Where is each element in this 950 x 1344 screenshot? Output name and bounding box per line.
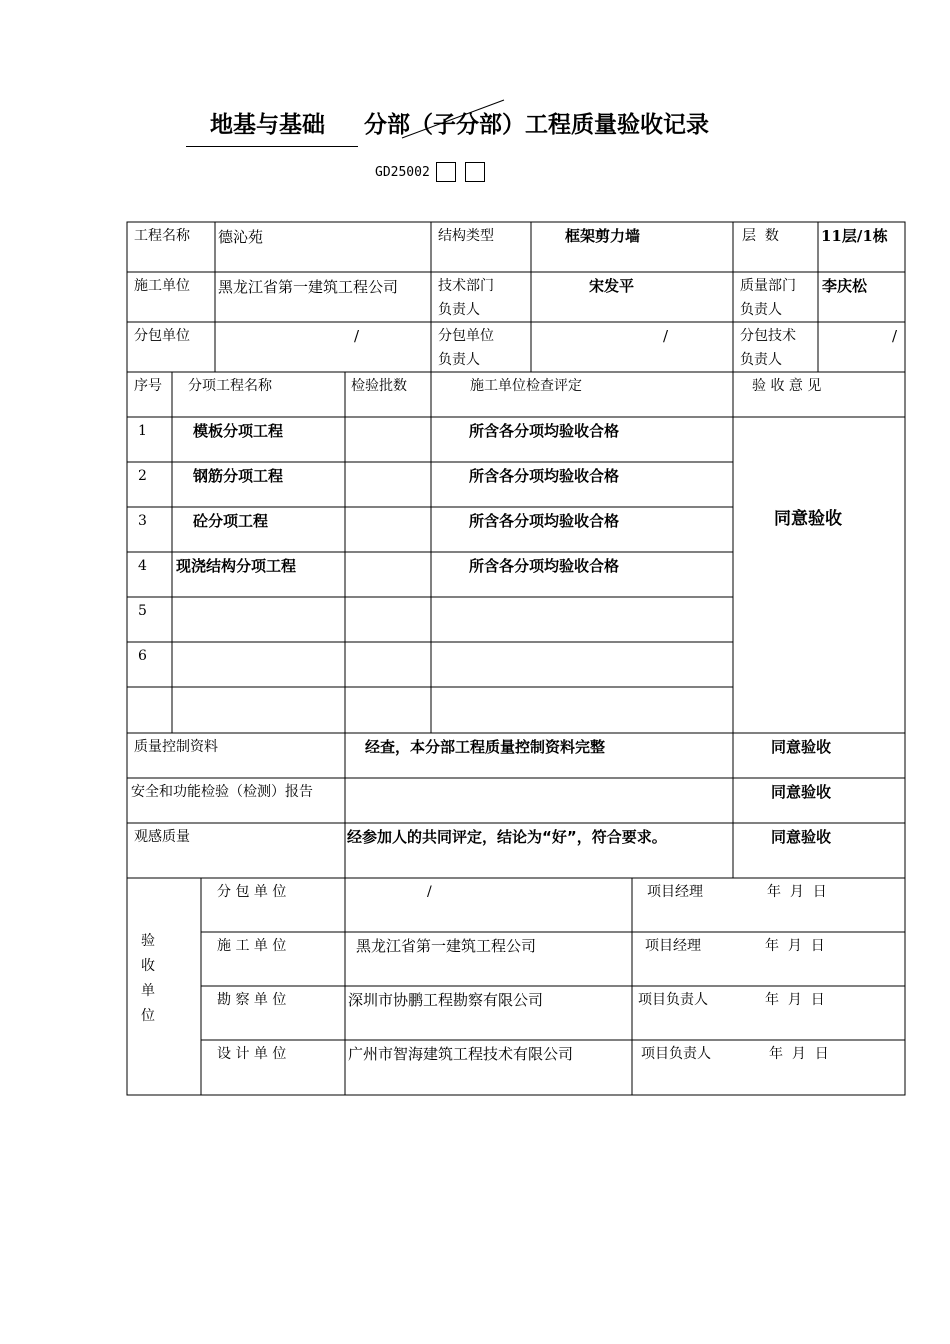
acceptance-unit-label: 施 工 单 位 bbox=[217, 938, 287, 954]
item-no: 6 bbox=[138, 648, 147, 664]
item-evaluation: 所含各分项均验收合格 bbox=[469, 422, 620, 440]
acceptance-date: 年 月 日 bbox=[765, 938, 825, 954]
appearance-opinion: 同意验收 bbox=[771, 828, 832, 846]
project-name-value: 德沁苑 bbox=[218, 228, 264, 246]
sub-head-value: / bbox=[663, 327, 669, 345]
sub-tech-label-2: 负责人 bbox=[740, 352, 782, 368]
structure-type-value: 框架剪力墙 bbox=[565, 227, 641, 245]
acceptance-unit-value: 黑龙江省第一建筑工程公司 bbox=[356, 937, 537, 955]
acceptance-unit-label: 勘 察 单 位 bbox=[217, 992, 287, 1008]
tech-head-label-1: 技术部门 bbox=[438, 278, 494, 294]
col-name-header: 分项工程名称 bbox=[188, 378, 272, 394]
item-no: 1 bbox=[138, 423, 147, 439]
safety-label: 安全和功能检验（检测）报告 bbox=[131, 784, 313, 800]
sub-tech-value: / bbox=[892, 327, 898, 345]
title-subject: 地基与基础 bbox=[210, 112, 325, 138]
sub-unit-value: / bbox=[354, 327, 360, 345]
title-main: 分部（子分部）工程质量验收记录 bbox=[364, 112, 709, 138]
acceptance-date: 年 月 日 bbox=[769, 1046, 829, 1062]
item-no: 4 bbox=[138, 558, 147, 574]
quality-control-opinion: 同意验收 bbox=[771, 738, 832, 756]
quality-head-label-2: 负责人 bbox=[740, 302, 782, 318]
quality-control-evaluation: 经查，本分部工程质量控制资料完整 bbox=[365, 738, 606, 756]
safety-opinion: 同意验收 bbox=[771, 783, 832, 801]
form-code: GD25002 bbox=[375, 165, 430, 180]
item-name: 钢筋分项工程 bbox=[193, 467, 284, 485]
floors-value: 11层/1栋 bbox=[821, 227, 888, 245]
tech-head-label-2: 负责人 bbox=[438, 302, 480, 318]
floors-label: 层 数 bbox=[742, 228, 779, 244]
acceptance-role: 项目经理 bbox=[647, 884, 703, 900]
acceptance-unit-label: 分 包 单 位 bbox=[217, 884, 287, 900]
item-no: 2 bbox=[138, 468, 147, 484]
builder-value: 黑龙江省第一建筑工程公司 bbox=[218, 278, 399, 296]
acceptance-unit-value: 深圳市协鹏工程勘察有限公司 bbox=[348, 991, 544, 1009]
tech-head-value: 宋发平 bbox=[589, 277, 635, 295]
acceptance-unit-value: 广州市智海建筑工程技术有限公司 bbox=[348, 1045, 574, 1063]
builder-label: 施工单位 bbox=[134, 278, 190, 294]
sub-tech-label-1: 分包技术 bbox=[740, 328, 796, 344]
item-name: 砼分项工程 bbox=[193, 512, 269, 530]
quality-head-value: 李庆松 bbox=[822, 277, 868, 295]
sub-unit-label: 分包单位 bbox=[134, 328, 190, 344]
appearance-label: 观感质量 bbox=[134, 829, 190, 845]
item-no: 5 bbox=[138, 603, 147, 619]
quality-control-label: 质量控制资料 bbox=[134, 739, 218, 755]
acceptance-label: 验收单位 bbox=[141, 933, 155, 1024]
acceptance-role: 项目负责人 bbox=[641, 1046, 711, 1062]
structure-type-label: 结构类型 bbox=[438, 228, 494, 244]
acceptance-date: 年 月 日 bbox=[765, 992, 825, 1008]
acceptance-role: 项目经理 bbox=[645, 938, 701, 954]
sub-head-label-2: 负责人 bbox=[438, 352, 480, 368]
col-opinion-header: 验 收 意 见 bbox=[752, 378, 822, 394]
sub-head-label-1: 分包单位 bbox=[438, 328, 494, 344]
item-evaluation: 所含各分项均验收合格 bbox=[469, 512, 620, 530]
col-batches-header: 检验批数 bbox=[351, 378, 407, 394]
appearance-evaluation: 经参加人的共同评定，结论为“好”，符合要求。 bbox=[347, 828, 667, 846]
item-no: 3 bbox=[138, 513, 147, 529]
col-evaluation-header: 施工单位检查评定 bbox=[470, 378, 582, 394]
items-opinion: 同意验收 bbox=[774, 509, 842, 529]
item-evaluation: 所含各分项均验收合格 bbox=[469, 467, 620, 485]
col-no-header: 序号 bbox=[134, 378, 162, 394]
quality-head-label-1: 质量部门 bbox=[740, 278, 796, 294]
acceptance-unit-value: / bbox=[427, 884, 432, 900]
item-evaluation: 所含各分项均验收合格 bbox=[469, 557, 620, 575]
acceptance-role: 项目负责人 bbox=[638, 992, 708, 1008]
item-name: 模板分项工程 bbox=[193, 422, 284, 440]
acceptance-date: 年 月 日 bbox=[767, 884, 827, 900]
item-name: 现浇结构分项工程 bbox=[176, 557, 297, 575]
project-name-label: 工程名称 bbox=[134, 228, 190, 244]
acceptance-unit-label: 设 计 单 位 bbox=[217, 1046, 287, 1062]
